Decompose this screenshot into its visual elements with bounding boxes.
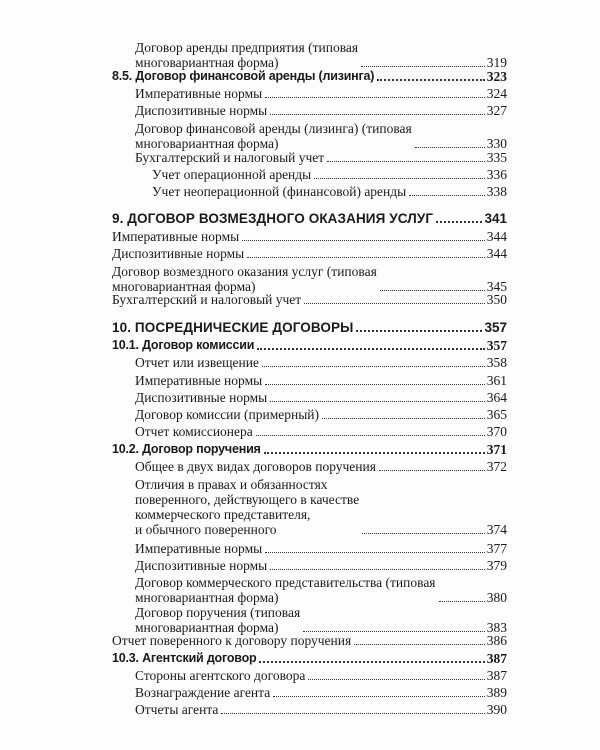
toc-entry[interactable] <box>135 373 507 388</box>
toc-entry-page: 336 <box>486 167 507 182</box>
dot-leader <box>265 97 485 98</box>
toc-entry-page: 338 <box>486 184 507 199</box>
toc-entry-title: Учет операционной аренды <box>152 167 312 182</box>
dot-leader <box>270 401 484 402</box>
toc-entry-title: Договор коммерческого представительства (типовая многовариантная форма) <box>135 575 436 605</box>
dot-leader <box>377 79 484 81</box>
toc-entry[interactable] <box>112 246 507 261</box>
toc-entry-page: 380 <box>486 590 507 605</box>
dot-leader <box>265 384 485 385</box>
toc-entry-title: Договор возмездного оказания услуг (типовая многовариантная форма) <box>112 264 377 294</box>
toc-entry-title: Отчет или извещение <box>135 355 259 370</box>
toc-chapter-heading[interactable] <box>112 211 507 226</box>
toc-entry-title: Императивные нормы <box>135 86 263 101</box>
toc-entry-title: Учет неоперационной (финансовой) аренды <box>152 184 407 199</box>
toc-entry-page: 341 <box>484 211 507 226</box>
toc-entry-title: Договор аренды предприятия (типовая многовариантная форма) <box>135 40 359 70</box>
toc-entry[interactable] <box>112 292 507 307</box>
dot-leader <box>221 713 484 714</box>
dot-leader <box>256 435 485 436</box>
toc-entry-title: 10.1. Договор комиссии <box>112 338 255 352</box>
dot-leader <box>354 644 485 645</box>
dot-leader <box>265 552 485 553</box>
toc-entry[interactable] <box>135 355 507 370</box>
toc-entry-title: 8.5. Договор финансовой аренды (лизинга) <box>112 69 375 83</box>
toc-entry-title: Императивные нормы <box>135 541 263 556</box>
toc-entry-title: Бухгалтерский и налоговый учет <box>112 292 302 307</box>
toc-entry-page: 345 <box>486 279 507 294</box>
toc-chapter-heading[interactable] <box>112 320 507 335</box>
toc-entry-page: 357 <box>484 320 507 335</box>
toc-entry[interactable] <box>135 407 507 422</box>
dot-leader <box>242 240 485 241</box>
toc-entry[interactable] <box>135 150 507 165</box>
toc-section-heading[interactable] <box>112 442 507 457</box>
dot-leader <box>303 631 485 632</box>
dot-leader <box>436 221 482 223</box>
dot-leader <box>439 601 485 602</box>
toc-entry-title: Стороны агентского договора <box>135 668 306 683</box>
dot-leader <box>270 569 484 570</box>
toc-entry[interactable] <box>135 103 507 118</box>
toc-entry[interactable] <box>135 86 507 101</box>
toc-entry-title: Отчет поверенного к договору поручения <box>112 633 352 648</box>
toc-entry-title: Отчет комиссионера <box>135 424 253 439</box>
toc-section-heading[interactable] <box>112 338 507 353</box>
toc-entry-page: 372 <box>486 459 507 474</box>
toc-entry[interactable] <box>135 390 507 405</box>
toc-entry[interactable] <box>135 558 507 573</box>
dot-leader <box>273 696 485 697</box>
toc-entry-title: 10.2. Договор поручения <box>112 442 261 456</box>
toc-entry-page: 323 <box>486 69 507 84</box>
toc-entry-title: 9. ДОГОВОР ВОЗМЕЗДНОГО ОКАЗАНИЯ УСЛУГ <box>112 211 434 226</box>
toc-entry-title: Общее в двух видах договоров поручения <box>135 459 376 474</box>
toc-entry-page: 344 <box>486 229 507 244</box>
dot-leader <box>380 290 485 291</box>
dot-leader <box>257 348 484 350</box>
dot-leader <box>362 533 485 534</box>
dot-leader <box>322 418 485 419</box>
toc-entry-page: 364 <box>486 390 507 405</box>
dot-leader <box>409 195 485 196</box>
toc-entry-title: 10. ПОСРЕДНИЧЕСКИЕ ДОГОВОРЫ <box>112 320 354 335</box>
toc-entry[interactable] <box>135 459 507 474</box>
toc-entry-page: 383 <box>486 620 507 635</box>
toc-entry-title: Договор поручения (типовая многовариантная форма) <box>135 605 301 635</box>
toc-entry-page: 371 <box>486 442 507 457</box>
toc-entry-page: 389 <box>486 685 507 700</box>
toc-entry[interactable] <box>135 477 507 537</box>
dot-leader <box>259 661 484 663</box>
toc-entry-title: Диспозитивные нормы <box>112 246 245 261</box>
toc-entry[interactable] <box>112 229 507 244</box>
toc-entry[interactable] <box>135 702 507 717</box>
toc-entry-title: Бухгалтерский и налоговый учет <box>135 150 325 165</box>
toc-entry-page: 330 <box>486 136 507 151</box>
toc-entry[interactable] <box>135 541 507 556</box>
toc-entry-page: 357 <box>486 338 507 353</box>
dot-leader <box>356 330 482 332</box>
toc-entry[interactable] <box>135 668 507 683</box>
toc-entry[interactable] <box>135 424 507 439</box>
toc-entry-page: 387 <box>486 651 507 666</box>
toc-entry-page: 365 <box>486 407 507 422</box>
dot-leader <box>270 114 484 115</box>
toc-entry-title: Диспозитивные нормы <box>135 390 268 405</box>
dot-leader <box>361 66 485 67</box>
toc-entry-title: Договор комиссии (примерный) <box>135 407 320 422</box>
toc-entry-page: 379 <box>486 558 507 573</box>
toc-entry-page: 324 <box>486 86 507 101</box>
toc-entry-title: Отчеты агента <box>135 702 219 717</box>
toc-entry-page: 387 <box>486 668 507 683</box>
toc-entry-page: 344 <box>486 246 507 261</box>
toc-entry[interactable] <box>135 121 507 151</box>
toc-entry[interactable] <box>135 575 507 605</box>
toc-entry-page: 361 <box>486 373 507 388</box>
toc-entry-page: 350 <box>486 292 507 307</box>
toc-entry[interactable] <box>135 685 507 700</box>
toc-entry-title: Императивные нормы <box>112 229 240 244</box>
toc-entry[interactable] <box>135 605 507 635</box>
dot-leader <box>327 161 485 162</box>
toc-entry-page: 327 <box>486 103 507 118</box>
dot-leader <box>379 470 485 471</box>
toc-entry[interactable] <box>112 264 507 294</box>
dot-leader <box>262 366 485 367</box>
toc-entry-page: 377 <box>486 541 507 556</box>
toc-entry[interactable] <box>152 167 507 182</box>
toc-entry-title: Договор финансовой аренды (лизинга) (типовая многовариантная форма) <box>135 121 412 151</box>
dot-leader <box>264 452 485 454</box>
toc-entry-page: 370 <box>486 424 507 439</box>
toc-section-heading[interactable] <box>112 651 507 666</box>
toc-entry-page: 335 <box>486 150 507 165</box>
dot-leader <box>304 303 485 304</box>
toc-entry-title: Диспозитивные нормы <box>135 558 268 573</box>
dot-leader <box>314 178 485 179</box>
toc-entry[interactable] <box>135 40 507 70</box>
dot-leader <box>308 679 484 680</box>
toc-section-heading[interactable] <box>112 69 507 84</box>
toc-entry-title: Императивные нормы <box>135 373 263 388</box>
toc-entry-title: Отличия в правах и обязанностях поверенного, действующего в качестве коммерческого представителя, и обычного поверенного <box>135 477 360 537</box>
toc-entry-page: 374 <box>486 522 507 537</box>
toc-entry-page: 386 <box>486 633 507 648</box>
toc-entry-page: 358 <box>486 355 507 370</box>
dot-leader <box>415 147 485 148</box>
toc-entry-title: Диспозитивные нормы <box>135 103 268 118</box>
toc-entry-page: 319 <box>486 55 507 70</box>
toc-entry-title: Вознаграждение агента <box>135 685 271 700</box>
toc-entry[interactable] <box>152 184 507 199</box>
toc-entry-title: 10.3. Агентский договор <box>112 651 257 665</box>
dot-leader <box>247 257 484 258</box>
toc-entry[interactable] <box>112 633 507 648</box>
toc-entry-page: 390 <box>486 702 507 717</box>
